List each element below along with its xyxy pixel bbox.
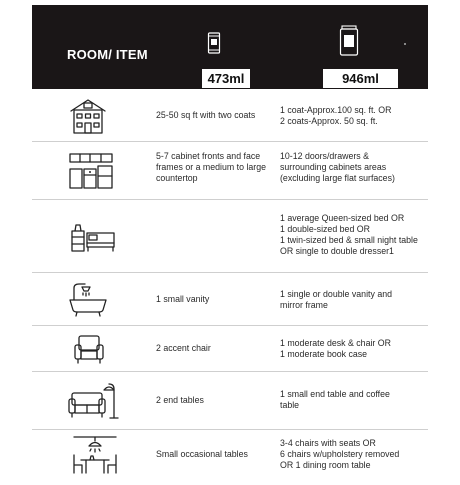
coverage-table — [32, 89, 428, 485]
bathroom-vanity-icon — [68, 282, 108, 318]
row-coverage: 10-12 doors/drawers & surrounding cabinets areas (excluding large flat surfaces) — [280, 151, 395, 183]
row-coverage: 1 single or double vanity and mirror frame — [280, 289, 392, 310]
row-coverage: 1 coat-Approx.100 sq. ft. OR 2 coats-Approx. 50 sq. ft. — [280, 105, 392, 126]
armchair-icon — [73, 333, 105, 365]
kitchen-cabinets-icon — [68, 152, 114, 190]
row-coverage: 3-4 chairs with seats OR 6 chairs w/upholstery removed OR 1 dining room table — [280, 438, 400, 470]
table-row — [32, 430, 428, 485]
row-coverage: 1 moderate desk & chair OR 1 moderate book case — [280, 338, 391, 359]
dining-table-icon — [70, 433, 120, 477]
large-paint-can-icon — [339, 25, 359, 57]
table-row — [32, 89, 428, 142]
bedroom-icon — [70, 221, 116, 253]
table-row — [32, 142, 428, 200]
table-row — [32, 372, 428, 430]
row-description: 1 small vanity — [156, 294, 210, 304]
sofa-lamp-icon — [68, 381, 120, 421]
room-item-heading: ROOM/ ITEM — [67, 47, 148, 62]
size-946ml: 946ml — [323, 69, 398, 88]
row-description: 2 accent chair — [156, 343, 211, 353]
table-header — [32, 5, 428, 89]
small-paint-can-icon — [207, 31, 221, 55]
table-row — [32, 326, 428, 372]
row-coverage: 1 average Queen-sized bed OR 1 double-sized bed OR 1 twin-sized bed & small night table OR single to double dresser1 — [280, 213, 418, 256]
row-description: Small occasional tables — [156, 449, 248, 459]
row-description: 5-7 cabinet fronts and face frames or a medium to large countertop — [156, 151, 267, 183]
size-473ml: 473ml — [202, 69, 250, 88]
row-description: 2 end tables — [156, 395, 204, 405]
table-row — [32, 200, 428, 273]
table-row — [32, 273, 428, 326]
row-description: 25-50 sq ft with two coats — [156, 110, 256, 120]
house-icon — [68, 97, 108, 135]
row-coverage: 1 small end table and coffee table — [280, 389, 390, 410]
